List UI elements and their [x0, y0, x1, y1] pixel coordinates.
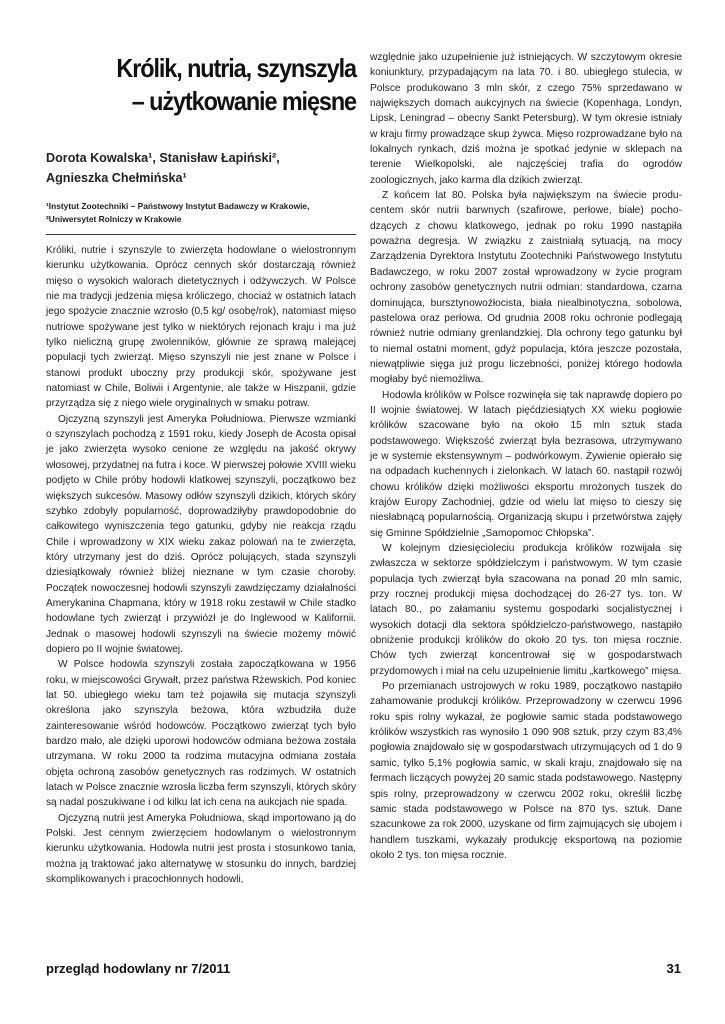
title-line-1: Królik, nutria, szynszyla: [116, 53, 356, 83]
affiliations: [46, 200, 356, 226]
body-paragraph: Ojczyzną nutrii jest Ameryka Południowa, skąd importowano ją do Polski. Jest cennym zwierzęciem hodowlanym o wielostronnym kierunku użytkowania. Hodowla nutrii jest prosta i stosunkowo tania, można ją traktować jako alternatywę w stosunku do innych, bardziej skomplikowanych i pracochłonnych hodowli,: [46, 812, 356, 886]
title-line-2: – użytkowanie mięsne: [131, 86, 356, 116]
author-list: [46, 148, 356, 188]
affiliation-2: ²Uniwersytet Rolniczy w Krakowie: [46, 214, 182, 224]
page-number: 31: [666, 961, 681, 976]
journal-footer: przegląd hodowlany nr 7/2011: [46, 961, 231, 976]
header-divider: [46, 234, 356, 235]
body-paragraph: Po przemianach ustrojowych w roku 1989, początkowo nastąpiło zahamowanie produkcji królików. Przeprowadzony w czerwcu 1996 roku spis rolny wykazał, że pogłowie samic stada podstawowego królików wszystkich ras wynosiło 1 090 908 sztuk, przy czym 83,4% pogłowia znajdowało się w gospodarstwach utrzymujących od 1 do 9 samic, tylko 5,1% pogłowia samic, w skali kraju, znajdowało się na fermach liczących powyżej 20 samic stada podstawowego. Następny spis rolny, przeprowadzony w czerwcu 2002 roku, określił liczbę samic stada podstawowego w Polsce na 870 tys. sztuk. Dane szacunkowe za rok 2000, uzyskane od firm zajmujących się ubojem i handlem tuszkami, wykazały produkcję eksportową na poziomie około 2 tys. ton mięsa rocznie.: [370, 681, 682, 861]
body-paragraph: W Polsce hodowla szynszyli została zapoczątkowana w 1956 roku, w miejscowości Grywałt, przez państwa Rżewskich. Pod koniec lat 50. ubiegłego wieku tam też pojawiła się mutacja szynszyli określona jako szynszyla beżowa, która wzbudziła duże zainteresowanie wśród hodowców. Początkowo zwierząt tych było bardzo mało, ale dzięki uporowi hodowców odmiana beżowa została utrzymana. W roku 2000 ta rodzima mutacyjna odmiana została objęta ochroną zasobów genetycznych ras rodzimych. W ostatnich latach w Polsce znacznie wzrosła liczba ferm szynszyli, których skóry są nadal poszukiwane i od kilku lat ich cena na aukcjach nie spada.: [46, 659, 356, 809]
right-column: [370, 50, 682, 863]
body-paragraph: względnie jako uzupełnienie już istniejących. W szczytowym okresie koniunktury, przypadającym na lata 70. i 80. ubiegłego stulecia, w Polsce produkowano 3 mln skór, z czego 75% sprzedawano w największych domach aukcyjnych na świecie (Kopenhaga, Londyn, Lipsk, Leningrad – obecny Sankt Petersburg). W tym okresie istniały w kraju firmy prowadzące skup żywca. Mięso rozprowadzane było na lokalnych rynkach, dziś można je spotkać jedynie w sklepach na terenie Wielkopolski, ale najczęściej trafia do ogrodów zoologicznych, jako karma dla dzikich zwierząt.: [370, 52, 682, 186]
article-title: [77, 52, 356, 118]
affiliation-1: ¹Instytut Zootechniki – Państwowy Instytut Badawczy w Krakowie,: [46, 201, 310, 211]
body-paragraph: Z końcem lat 80. Polska była największym na świecie producentem skór nutrii barwnych (szafirowe, perłowe, białe) pochodzących z chowu klatkowego, jednak po roku 1990 nastąpiła poważna degresja. W związku z zaistniałą sytuacją, na mocy Zarządzenia Dyrektora Instytutu Zootechniki Państwowego Instytutu Badawczego, w roku 2007 został wprowadzony w życie program ochrony zasobów genetycznych nutrii odmian: standardowa, czarna dominująca, bursztynowoźłocista, biała niealbinotyczna, sobolowa, pastelowa oraz perłowa. Od grudnia 2008 roku ochronie podlegają również nutrie odmiany grenlandzkiej. Dla ochrony tego gatunku był to niemal ostatni moment, gdyż populacja, która jeszcze pozostała, niewątpliwie sięga już progu liczebności, poniżej którego hodowla mogłaby być niemożliwa.: [370, 190, 682, 386]
body-paragraph: Króliki, nutrie i szynszyle to zwierzęta hodowlane o wielostronnym kierunku użytkowania. Oprócz cennych skór dostarczają również mięso o wysokich walorach dietetycznych i odżywczych. W Polsce nie ma tradycji jedzenia mięsa króliczego, chociaż w ostatnich latach jego spożycie znacznie wzrosło (0,5 kg/ osobę/rok), natomiast mięso nutriowe spożywane jest tylko w niektórych rejonach kraju i ma już tylko nieliczną grupę zwolenników, głównie ze sprawą malejącej populacji tych zwierząt. Mięso szynszyli nie jest znane w Polsce i stanowi produkt uboczny przy produkcji skór, spożywane jest natomiast w Chile, Boliwii i Argentynie, ale także w Hiszpanii, gdzie przyrządza się z niego wiele oryginalnych w smaku potraw.: [46, 245, 356, 410]
authors-line-1: Dorota Kowalska¹, Stanisław Łapiński²,: [46, 151, 280, 165]
body-paragraph: Hodowla królików w Polsce rozwinęła się tak naprawdę dopiero po II wojnie światowej. W latach pięćdziesiątych XX wieku pogłowie królików szacowane było na około 15 mln sztuk stada podstawowego. Większość zwierząt była bezrasowa, utrzymywano je w systemie ekstensywnym – podwórkowym. Żywienie opierało się na odpadach kuchennych i zielonkach. W latach 60. nastąpił rozwój chowu królików dzięki możliwości eksportu mrożonych tuszek do krajów Europy Zachodniej, gdzie od wielu lat mięso to cieszy się niesłabnącą popularnością. Organizacją skupu i przetwórstwa zajęły się Gminne Spółdzielnie „Samopomoc Chłopska”.: [370, 389, 682, 539]
body-paragraph: W kolejnym dziesięcioleciu produkcja królików rozwijała się zwłaszcza w sektorze spółdzielczym i państwowym. W tym czasie populacja tych zwierząt była szacowana na ponad 20 mln samic, przy rocznej produkcji mięsa dochodzącej do 26-27 tys. ton. W latach 80., po załamaniu systemu gospodarki socjalistycznej i wysokich dotacji dla sektora spółdzielczo-państwowego, nastąpiło obniżenie produkcji królików do około 20 tys. ton mięsa rocznie. Chów tych zwierząt koncentrował się w gospodarstwach przydomowych i miał na celu uzupełnienie limitu „kartkowego” mięsa.: [370, 543, 682, 677]
body-paragraph: Ojczyzną szynszyli jest Ameryka Południowa. Pierwsze wzmianki o szynszylach pochodzą z 1591 roku, kiedy Joseph de Acosta opisał je jako zwierzęta wysoko cenione ze względu na jakość okrywy włosowej, przydatnej na futra i koce. W pierwszej połowie XVIII wieku podjęto w Chile próby hodowli klatkowej szynszyli, początkowo bez większych sukcesów. Masowy odłów szynszyli dzikich, których skóry szybko zdobyły popularność, doprowadziłyby prawdopodobnie do całkowitego wyniszczenia tego gatunku, gdyby nie reakcja rządu Chile i wprowadzony w XIX wieku zakaz polowań na te zwierzęta, który utrzymany jest do dziś. Oprócz polujących, stada szynszyli dziesiątkowały również bliżej nieznane w tym czasie choroby. Początek nowoczesnej hodowli szynszyli zawdzięczamy działalności Amerykanina Chapmana, który w 1918 roku zestawił w Chile stadko hodowlane tych zwierząt i przywiózł je do Inglewood w Kalifornii. Jednak o masowej hodowli szynszyli na świecie możemy mówić dopiero po II wojnie światowej.: [46, 413, 356, 655]
left-column: [46, 52, 356, 887]
authors-line-2: Agnieszka Chełmińska¹: [46, 171, 187, 185]
